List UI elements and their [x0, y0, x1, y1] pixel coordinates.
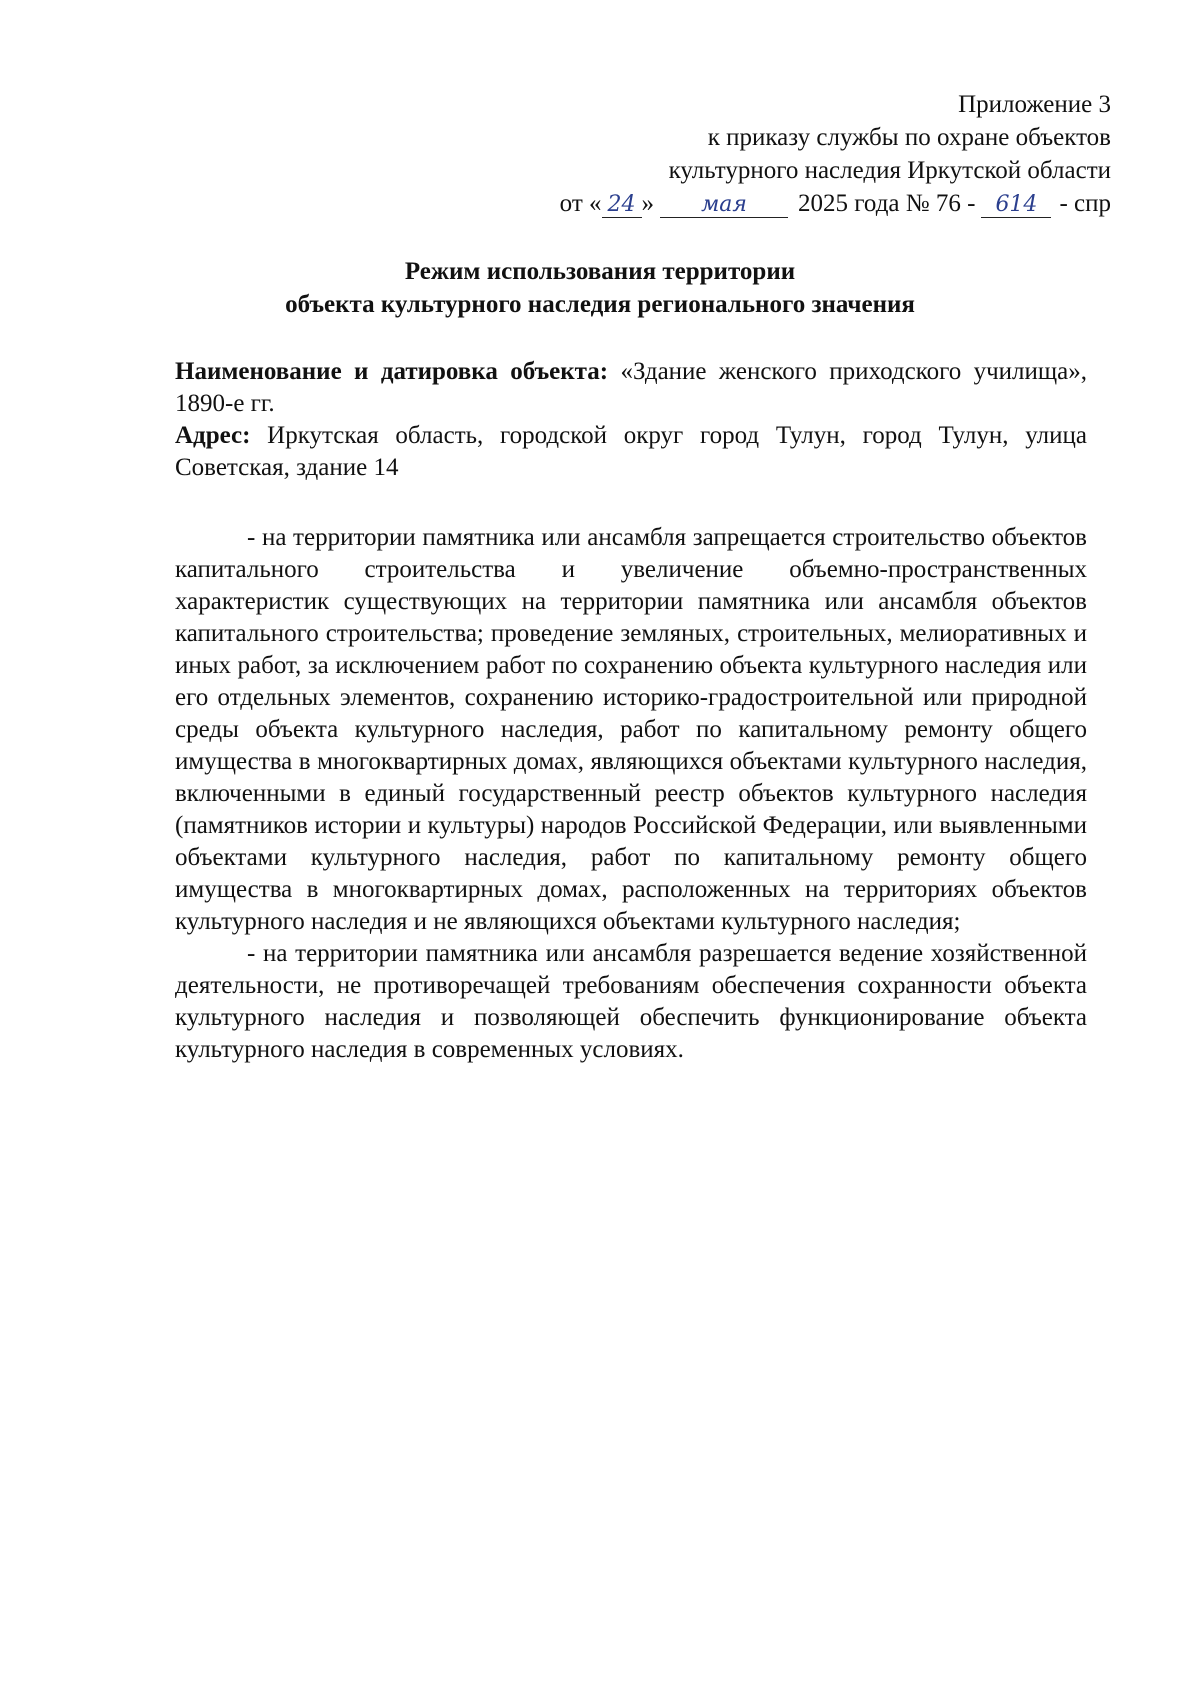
order-suffix: - спр: [1059, 190, 1111, 217]
handwritten-day: 24: [602, 193, 642, 218]
object-name-label: Наименование и датировка объекта:: [175, 358, 609, 385]
object-name-value: «Здание женского приходского училища», 1890-е гг.: [175, 358, 1087, 417]
usage-rules: [175, 522, 1087, 1066]
order-reference: к приказу службы по охране объектов: [707, 124, 1111, 151]
handwritten-month: мая: [660, 193, 788, 218]
rule-permission: - на территории памятника или ансамбля разрешается ведение хозяйственной деятельности, не противоречащей требованиям обеспечения сохранности объекта культурного наследия и позволяющей обеспечить функционирование объекта культурного наследия в современных условиях.: [175, 940, 1087, 1063]
rule-prohibition: - на территории памятника или ансамбля запрещается строительство объектов капитального строительства и увеличение объемно-пространственных характеристик существующих на территории памятника или ансамбля объектов капитального строительства; проведение земляных, строительных, мелиоративных и иных работ, за исключением работ по сохранению объекта культурного наследия или его отдельных элементов, сохранению историко-градостроительной или природной среды объекта культурного наследия, работ по капитальному ремонту общего имущества в многоквартирных домах, являющихся объектами культурного наследия, включенными в единый государственный реестр объектов культурного наследия (памятников истории и культуры) народов Российской Федерации, или выявленными объектами культурного наследия, работ по капитальному ремонту общего имущества в многоквартирных домах, расположенных на территориях объектов культурного наследия и не являющихся объектами культурного наследия;: [175, 524, 1087, 935]
order-date-line: [560, 187, 1111, 220]
object-address-label: Адрес:: [175, 422, 251, 449]
order-issuer: культурного наследия Иркутской области: [668, 157, 1111, 184]
date-prefix: от «: [559, 190, 602, 217]
object-address-value: Иркутская область, городской округ город Тулун, город Тулун, улица Советская, здание 14: [175, 422, 1087, 481]
title-line-1: Режим использования территории: [404, 258, 796, 285]
handwritten-order-number: 614: [981, 193, 1051, 218]
object-address: [175, 420, 1087, 484]
date-quote-close: »: [641, 190, 655, 217]
appendix-number: Приложение 3: [958, 91, 1111, 118]
date-year: 2025 года № 76 -: [798, 190, 976, 217]
object-name: [175, 356, 1087, 420]
document-title: [0, 255, 1200, 321]
appendix-header: [560, 88, 1111, 220]
object-info: [175, 356, 1087, 484]
title-line-2: объекта культурного наследия регионального значения: [285, 291, 915, 318]
